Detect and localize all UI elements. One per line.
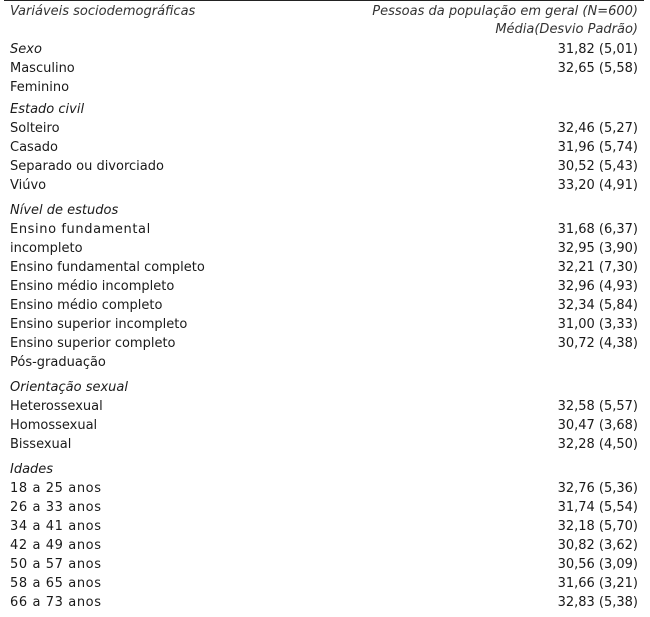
row-value: 30,47 (3,68) [557, 418, 638, 433]
row-label: 26 a 33 anos [10, 500, 102, 515]
table-row [10, 556, 638, 574]
row-value: 31,96 (5,74) [557, 140, 638, 155]
section-value: 31,82 (5,01) [557, 42, 638, 57]
row-label: Ensino médio incompleto [10, 279, 175, 294]
header-row-2 [10, 21, 638, 39]
row-value: 31,00 (3,33) [557, 317, 638, 332]
table-row [10, 221, 638, 239]
row-label: Homossexual [10, 418, 98, 433]
row-label: Viúvo [10, 178, 47, 193]
row-label: Casado [10, 140, 58, 155]
row-label: Feminino [10, 80, 70, 95]
row-value: 30,52 (5,43) [557, 159, 638, 174]
row-value: 32,46 (5,27) [557, 121, 638, 136]
table-row [10, 335, 638, 353]
row-label: 42 a 49 anos [10, 538, 102, 553]
table-row [10, 537, 638, 555]
table-row [10, 278, 638, 296]
row-label: Heterossexual [10, 399, 103, 414]
row-value: 30,56 (3,09) [557, 557, 638, 572]
section-title: Nível de estudos [10, 203, 119, 218]
row-label: Bissexual [10, 437, 72, 452]
row-label: Ensino superior completo [10, 336, 176, 351]
row-value: 32,34 (5,84) [557, 298, 638, 313]
row-label: Masculino [10, 61, 75, 76]
section-nivel-estudos [10, 202, 638, 220]
table-row [10, 297, 638, 315]
table-row [10, 417, 638, 435]
row-value: 30,72 (4,38) [557, 336, 638, 351]
row-label: Ensino fundamental completo [10, 260, 205, 275]
section-orientacao-sexual [10, 379, 638, 397]
row-label: 50 a 57 anos [10, 557, 102, 572]
row-value: 32,96 (4,93) [557, 279, 638, 294]
table-row [10, 139, 638, 157]
table-row [10, 60, 638, 78]
row-label: Solteiro [10, 121, 60, 136]
row-value: 32,18 (5,70) [557, 519, 638, 534]
header-population: Pessoas da população em geral (N=600) [372, 4, 638, 19]
section-sexo [10, 41, 638, 59]
row-label: Ensino fundamental [10, 222, 151, 237]
table-row [10, 79, 638, 97]
table-row [10, 158, 638, 176]
row-value: 32,83 (5,38) [557, 595, 638, 610]
row-value: 33,20 (4,91) [557, 178, 638, 193]
table-row [10, 354, 638, 372]
table-row [10, 575, 638, 593]
row-value: 32,95 (3,90) [557, 241, 638, 256]
row-value: 31,74 (5,54) [557, 500, 638, 515]
row-value: 30,82 (3,62) [557, 538, 638, 553]
row-label: Ensino médio completo [10, 298, 163, 313]
table-row [10, 259, 638, 277]
row-label: 66 a 73 anos [10, 595, 102, 610]
top-rule [4, 0, 644, 1]
row-value: 32,21 (7,30) [557, 260, 638, 275]
row-label: Pós-graduação [10, 355, 106, 370]
table-row [10, 120, 638, 138]
row-label: 58 a 65 anos [10, 576, 102, 591]
row-value: 32,76 (5,36) [557, 481, 638, 496]
header-row [10, 3, 638, 21]
table-row [10, 398, 638, 416]
row-value: 31,68 (6,37) [557, 222, 638, 237]
row-value: 31,66 (3,21) [557, 576, 638, 591]
table-row [10, 436, 638, 454]
row-value: 32,65 (5,58) [557, 61, 638, 76]
section-idades [10, 461, 638, 479]
section-title: Idades [10, 462, 54, 477]
section-estado-civil [10, 101, 638, 119]
header-variables: Variáveis sociodemográficas [10, 4, 196, 19]
section-title: Orientação sexual [10, 380, 128, 395]
table-row [10, 177, 638, 195]
row-label: Separado ou divorciado [10, 159, 164, 174]
row-label: 34 a 41 anos [10, 519, 102, 534]
section-title: Estado civil [10, 102, 85, 117]
table-row [10, 594, 638, 612]
header-mean-sd: Média(Desvio Padrão) [495, 22, 638, 37]
table-row [10, 240, 638, 258]
table-row [10, 499, 638, 517]
table-row [10, 480, 638, 498]
row-value: 32,28 (4,50) [557, 437, 638, 452]
table-row [10, 518, 638, 536]
row-label: incompleto [10, 241, 83, 256]
table-row [10, 316, 638, 334]
row-label: Ensino superior incompleto [10, 317, 188, 332]
row-value: 32,58 (5,57) [557, 399, 638, 414]
section-title: Sexo [10, 42, 42, 57]
row-label: 18 a 25 anos [10, 481, 102, 496]
